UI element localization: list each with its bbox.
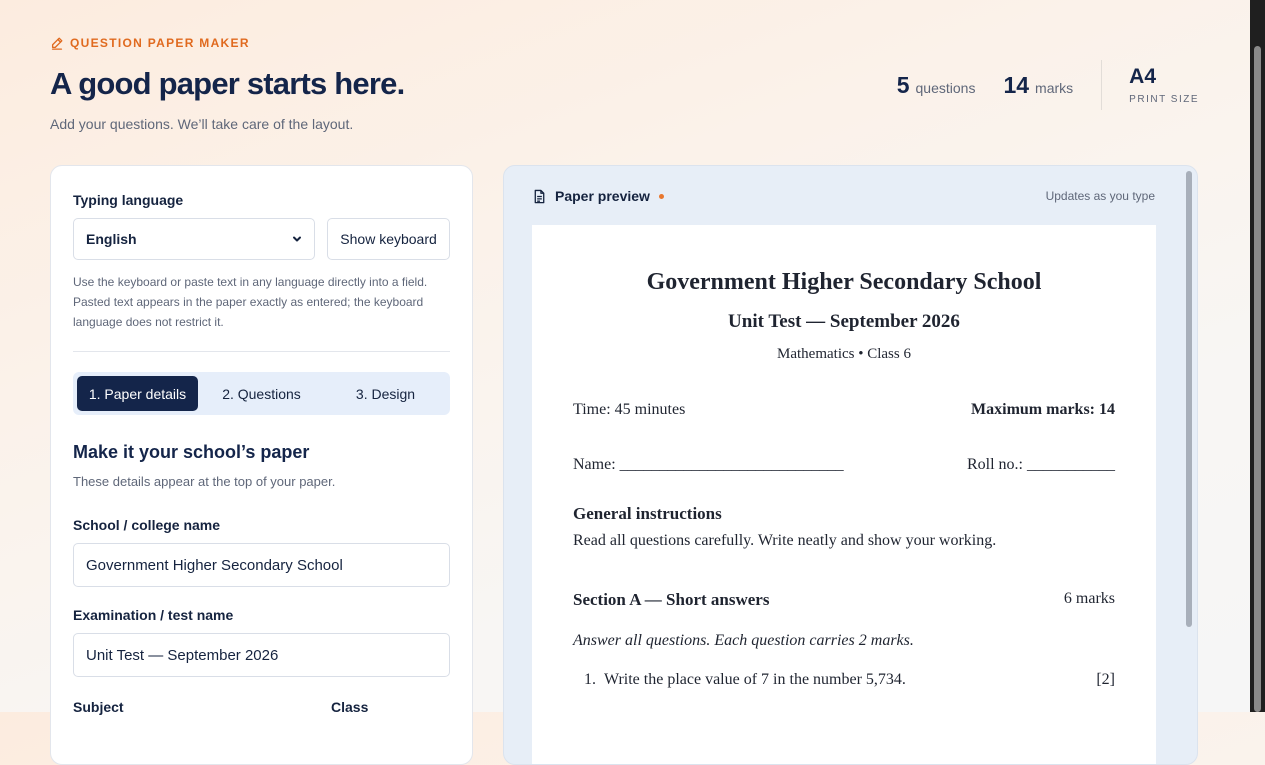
eyebrow-text: QUESTION PAPER MAKER (70, 36, 250, 50)
paper-section-marks: 6 marks (1063, 590, 1115, 607)
paper-name-line: Name: ____________________________ (573, 456, 844, 473)
section-subtitle: These details appear at the top of your paper. (73, 474, 336, 489)
editor-panel (50, 165, 473, 765)
preview-header (532, 188, 664, 204)
exam-name-label: Examination / test name (73, 607, 234, 623)
page-subtitle: Add your questions. We’ll take care of the layout. (50, 116, 354, 132)
print-size (1129, 60, 1199, 105)
tab-paper-details[interactable]: 1. Paper details (77, 376, 198, 411)
print-size-label: PRINT SIZE (1129, 94, 1199, 105)
questions-stat (897, 60, 976, 99)
paper-stats (897, 60, 1199, 110)
chevron-down-icon (292, 234, 302, 244)
page-title: A good paper starts here. (50, 66, 405, 101)
school-name-label: School / college name (73, 517, 221, 533)
language-value: English (86, 231, 137, 247)
app-eyebrow (50, 36, 250, 50)
section-title: Make it your school’s paper (73, 442, 310, 462)
marks-label: marks (1035, 80, 1074, 96)
paper-name-roll-row (573, 456, 1115, 474)
language-row (73, 218, 450, 260)
paper-page (532, 225, 1156, 765)
paper-roll-line: Roll no.: ___________ (966, 456, 1115, 473)
pencil-icon (50, 36, 64, 50)
preview-note: Updates as you type (1045, 189, 1155, 203)
paper-school-name: Government Higher Secondary School (646, 269, 1042, 295)
paper-exam-name: Unit Test — September 2026 (728, 311, 960, 332)
paper-instructions-text: Read all questions carefully. Write neatly and show your working. (573, 532, 997, 549)
questions-label: questions (915, 80, 976, 96)
preview-title: Paper preview (555, 188, 650, 204)
stats-divider (1101, 60, 1102, 110)
questions-count: 5 (896, 72, 910, 98)
exam-name-input[interactable]: Unit Test — September 2026 (73, 633, 450, 677)
school-name-input[interactable]: Government Higher Secondary School (73, 543, 450, 587)
paper-question-text: 1. Write the place value of 7 in the number 5,734. (584, 671, 906, 688)
live-status-dot (659, 194, 664, 199)
class-label: Class (331, 699, 369, 715)
tab-questions[interactable]: 2. Questions (222, 385, 301, 402)
tab-design[interactable]: 3. Design (355, 385, 416, 402)
paper-preview-panel (503, 165, 1198, 765)
marks-count: 14 (1003, 72, 1030, 98)
paper-time-marks-row (573, 401, 1115, 419)
preview-scrollbar-thumb[interactable] (1186, 171, 1192, 627)
window-scrollbar[interactable] (1250, 0, 1265, 712)
marks-stat (1003, 60, 1073, 99)
paper-max-marks: Maximum marks: 14 (971, 401, 1115, 418)
paper-section-instruction: Answer all questions. Each question carries 2 marks. (573, 632, 914, 649)
step-tabs (73, 372, 450, 415)
language-select[interactable] (73, 218, 315, 260)
window-scrollbar-thumb[interactable] (1254, 46, 1261, 712)
paper-question-marks: [2] (1096, 671, 1115, 688)
subject-label: Subject (73, 699, 124, 715)
paper-instructions-title: General instructions (573, 504, 722, 523)
preview-scrollbar[interactable] (1186, 170, 1194, 762)
document-icon (532, 189, 547, 204)
divider (73, 351, 450, 352)
show-keyboard-button[interactable]: Show keyboard (327, 218, 450, 260)
language-help-text: Use the keyboard or paste text in any language directly into a field. Pasted text appears in the paper exactly as entered; the keyboard language does not restrict it. (73, 275, 428, 329)
paper-section-header (573, 590, 1115, 610)
paper-section-title: Section A — Short answers (573, 590, 770, 609)
paper-subject-line: Mathematics • Class 6 (777, 346, 911, 362)
language-label: Typing language (73, 192, 184, 208)
paper-time: Time: 45 minutes (573, 401, 686, 418)
print-size-value: A4 (1129, 65, 1157, 88)
subject-class-labels (73, 699, 450, 715)
paper-question-item (584, 671, 1115, 689)
